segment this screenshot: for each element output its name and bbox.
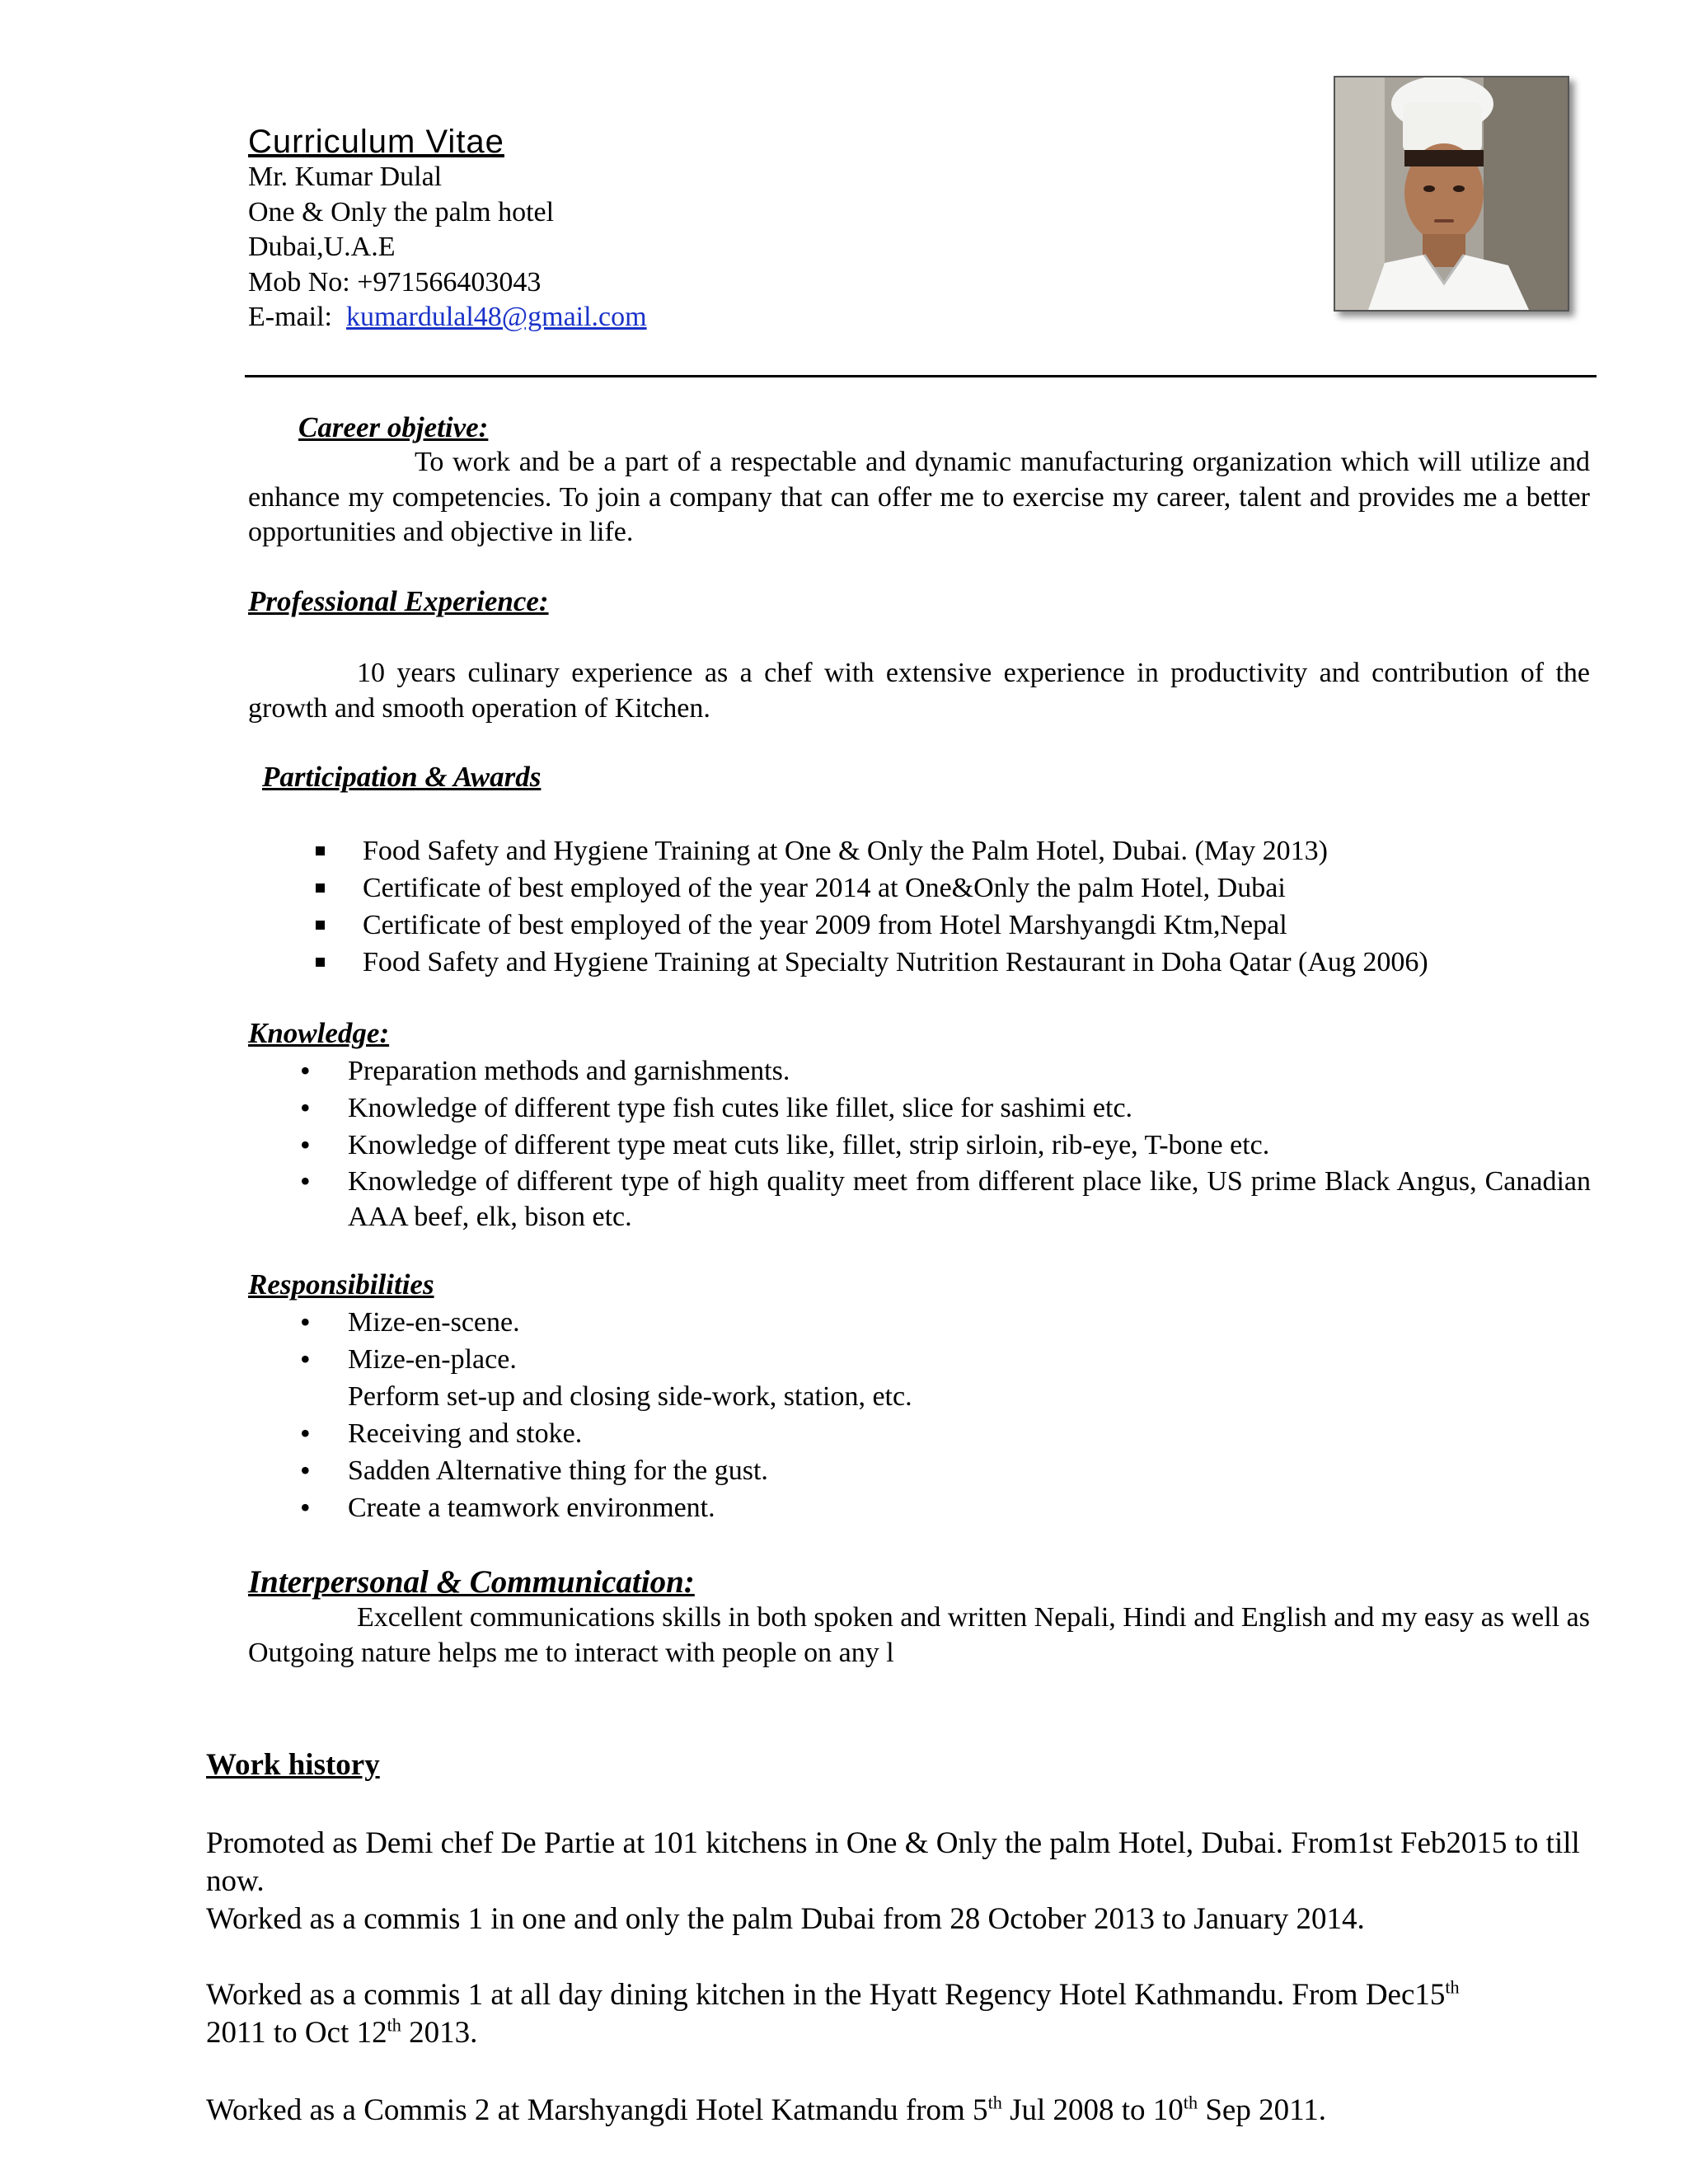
career-text: To work and be a part of a respectable and dynamic manufacturing organization which will utilize and enhance my competencies. To join a company that can offer me to exercise my career, talent and provides me a better opportunities and objective in life. bbox=[248, 447, 1590, 547]
work-entry bbox=[206, 1976, 1624, 2052]
list-item: • Create a teamwork environment. bbox=[297, 1489, 1591, 1526]
list-item: Certificate of best employed of the year 2009 from Hotel Marshyangdi Ktm,Nepal bbox=[313, 907, 1428, 944]
interpersonal-text: Excellent communications skills in both spoken and written Nepali, Hindi and English and my easy as well as Outgoing nature helps me to interact with people on any l bbox=[248, 1602, 1590, 1668]
list-item: • Mize-en-scene. bbox=[297, 1304, 1591, 1341]
header-divider bbox=[245, 375, 1597, 377]
list-item: Food Safety and Hygiene Training at One & Only the Palm Hotel, Dubai. (May 2013) bbox=[313, 832, 1428, 869]
awards-heading: Participation & Awards bbox=[262, 761, 542, 793]
mobile-line bbox=[248, 265, 647, 301]
list-item: • Receiving and stoke. bbox=[297, 1415, 1591, 1452]
employer: One & Only the palm hotel bbox=[248, 196, 555, 227]
career-heading: Career objetive: bbox=[298, 411, 489, 443]
work-entry-text: 2013. bbox=[401, 2016, 478, 2050]
work-entry: Promoted as Demi chef De Partie at 101 kitchens in One & Only the palm Hotel, Dubai. From1st Feb2015 to till now. bbox=[206, 1826, 1580, 1898]
list-item: Certificate of best employed of the year 2014 at One&Only the palm Hotel, Dubai bbox=[313, 869, 1428, 907]
superscript: th bbox=[387, 2014, 401, 2036]
experience-text: 10 years culinary experience as a chef with extensive experience in productivity and contribution of the growth and smooth operation of Kitchen. bbox=[248, 658, 1590, 724]
knowledge-list bbox=[297, 1052, 1591, 1235]
superscript: th bbox=[987, 2092, 1002, 2113]
list-item: Perform set-up and closing side-work, station, etc. bbox=[348, 1381, 912, 1412]
knowledge-heading: Knowledge: bbox=[248, 1017, 390, 1049]
email-link[interactable]: kumardulal48@gmail.com bbox=[345, 302, 647, 332]
superscript: th bbox=[1183, 2092, 1198, 2113]
list-item: • Knowledge of different type fish cutes like fillet, slice for sashimi etc. bbox=[297, 1090, 1591, 1127]
responsibilities-list bbox=[297, 1304, 1591, 1526]
mobile-label: Mob No: bbox=[248, 266, 358, 298]
mobile-number: +971566403043 bbox=[357, 266, 542, 298]
work-entry-text: Worked as a Commis 2 at Marshyangdi Hotel Katmandu from 5 bbox=[206, 2093, 988, 2127]
superscript: th bbox=[1445, 1976, 1460, 1998]
list-item: Food Safety and Hygiene Training at Specialty Nutrition Restaurant in Doha Qatar (Aug 2006) bbox=[313, 944, 1428, 981]
work-entry: Worked as a commis 1 in one and only the palm Dubai from 28 October 2013 to January 2014. bbox=[206, 1902, 1365, 1936]
work-entry-text: Jul 2008 to 10 bbox=[1001, 2093, 1184, 2127]
work-heading: Work history bbox=[206, 1748, 380, 1782]
work-entry-text: Worked as a commis 1 at all day dining kitchen in the Hyatt Regency Hotel Kathmandu. From Dec15 bbox=[206, 1978, 1446, 2012]
experience-heading: Professional Experience: bbox=[248, 585, 549, 617]
awards-list bbox=[313, 832, 1428, 981]
candidate-name: Mr. Kumar Dulal bbox=[248, 162, 443, 192]
list-item: • Preparation methods and garnishments. bbox=[297, 1052, 1591, 1090]
contact-block bbox=[248, 160, 647, 335]
cv-title: Curriculum Vitae bbox=[248, 124, 504, 160]
location: Dubai,U.A.E bbox=[248, 232, 396, 262]
list-item: • Knowledge of different type of high quality meet from different place like, US prime Black Angus, Canadian AAA beef, elk, bison etc. bbox=[297, 1164, 1591, 1235]
work-entry-text: 2011 to Oct 12 bbox=[206, 2016, 387, 2050]
profile-photo bbox=[1334, 76, 1569, 312]
list-item: • Sadden Alternative thing for the gust. bbox=[297, 1452, 1591, 1489]
work-entry bbox=[206, 2092, 1624, 2130]
responsibilities-heading: Responsibilities bbox=[248, 1268, 434, 1301]
email-label: E-mail: bbox=[248, 302, 332, 332]
list-item: • Knowledge of different type meat cuts like, fillet, strip sirloin, rib-eye, T-bone etc. bbox=[297, 1127, 1591, 1164]
work-entry-text: Sep 2011. bbox=[1198, 2093, 1326, 2127]
list-item: • Mize-en-place. bbox=[297, 1341, 1591, 1378]
interpersonal-heading: Interpersonal & Communication: bbox=[248, 1564, 695, 1600]
email-line bbox=[248, 300, 647, 335]
